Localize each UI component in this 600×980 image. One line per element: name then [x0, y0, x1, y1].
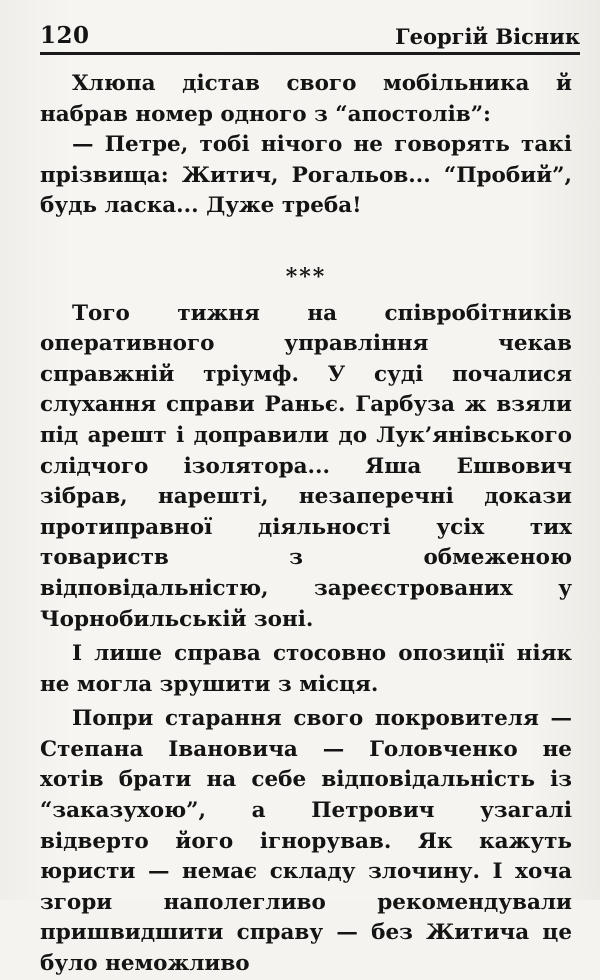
page-number: 120: [40, 22, 90, 49]
section-separator: ***: [285, 263, 327, 290]
paragraph-triumph: Того тижня на співробітників оперативного управління чекав справжній тріумф. У суді почалися слухання справи Раньє. Гарбуза ж взяли під арешт і доправили до Лук’янівського слідчого ізолятора... Яша Ешвович зібрав, нарешті, незаперечні докази протиправної діяльності усіх тих товариств з обмеженою відповідальністю, зареєстрованих у Чорнобильській зоні.: [40, 300, 572, 632]
paragraph-phone-call: Хлюпа дістав свого мобільника й набрав номер одного з “апостолів”:: [40, 71, 572, 127]
page-body: [40, 69, 572, 980]
running-title: Георгій Вісник: [395, 24, 580, 49]
paragraph-opposition: І лише справа стосовно опозиції ніяк не могла зрушити з місця.: [40, 641, 572, 697]
paragraph-dialogue: — Петре, тобі нічого не говорять такі прізвища: Житич, Рогальов... “Пробий”, будь ласка... Дуже треба!: [40, 132, 572, 219]
paragraph-patron: Попри старання свого покровителя — Степана Івановича — Головченко не хотів брати на себе відповідальність із “заказухою”, а Петрович узагалі відверто його ігнорував. Як кажуть юристи — немає складу злочину. І хоча згори наполегливо рекомендували пришвидшити справу — без Житича це було неможливо: [40, 706, 572, 977]
page-header: [40, 0, 580, 55]
